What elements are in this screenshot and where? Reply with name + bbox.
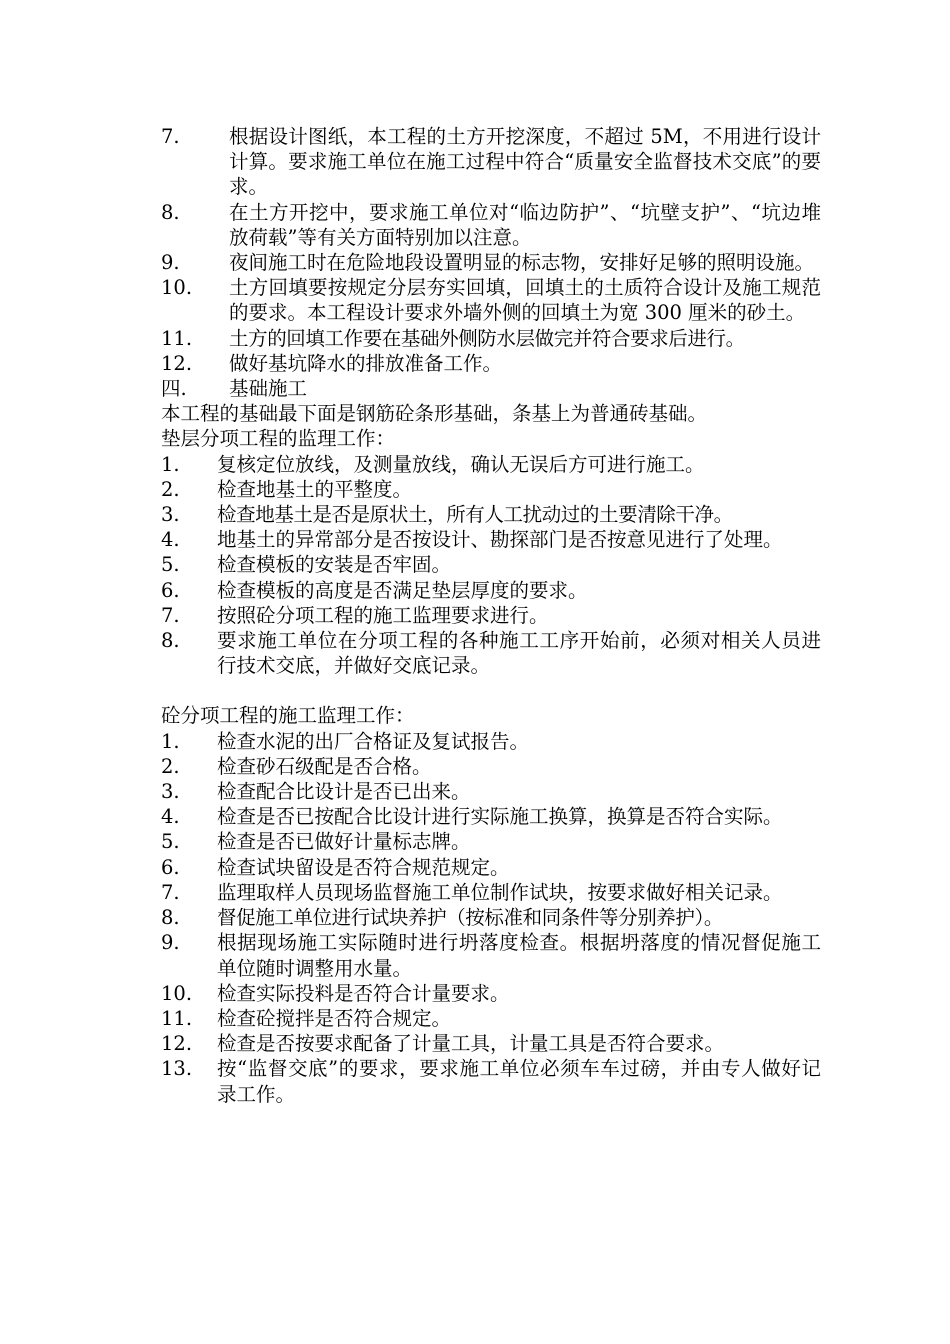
item-text: 检查是否已做好计量标志牌。 xyxy=(217,830,471,854)
item-text: 复核定位放线，及测量放线，确认无误后方可进行施工。 xyxy=(217,452,705,476)
item-number: 9. xyxy=(161,931,180,955)
list-item xyxy=(161,603,821,628)
item-text: 检查试块留设是否符合规范规定。 xyxy=(217,855,510,879)
list-item xyxy=(161,981,821,1006)
item-text: 根据现场施工实际随时进行坍落度检查。根据坍落度的情况督促施工单位随时调整用水量。 xyxy=(217,931,821,980)
list-item xyxy=(161,1056,821,1106)
item-number: 1. xyxy=(161,729,180,753)
intro-paragraph: 本工程的基础最下面是钢筋砼条形基础，条基上为普通砖基础。 xyxy=(161,402,708,426)
item-text: 检查模板的高度是否满足垫层厚度的要求。 xyxy=(217,578,588,602)
item-text: 土方的回填工作要在基础外侧防水层做完并符合要求后进行。 xyxy=(229,326,745,350)
cushion-layer-list xyxy=(161,452,821,679)
item-text: 督促施工单位进行试块养护（按标准和同条件等分别养护）。 xyxy=(217,906,723,930)
item-number: 8. xyxy=(161,629,180,653)
list-item xyxy=(161,1006,821,1031)
list-item xyxy=(161,200,821,250)
concrete-list xyxy=(161,729,821,1107)
item-text: 检查配合比设计是否已出来。 xyxy=(217,780,471,804)
list-item xyxy=(161,351,821,376)
item-number: 6. xyxy=(161,855,180,879)
list-item xyxy=(161,930,821,980)
list-item xyxy=(161,754,821,779)
list-item xyxy=(161,452,821,477)
item-number: 2. xyxy=(161,477,180,501)
list-item xyxy=(161,628,821,678)
item-number: 1. xyxy=(161,452,180,476)
item-text: 基础施工 xyxy=(229,377,308,401)
item-number: 四. xyxy=(161,377,187,401)
list-item xyxy=(161,829,821,854)
list-item xyxy=(161,502,821,527)
item-number: 7. xyxy=(161,603,180,627)
item-number: 3. xyxy=(161,503,180,527)
item-number: 11. xyxy=(161,1006,193,1030)
item-number: 9. xyxy=(161,251,180,275)
item-number: 7. xyxy=(161,880,180,904)
list-item xyxy=(161,124,821,200)
item-number: 12. xyxy=(161,351,193,375)
item-text: 检查模板的安装是否牢固。 xyxy=(217,553,452,577)
blank-line xyxy=(161,678,821,703)
earthwork-list xyxy=(161,124,821,401)
item-number: 13. xyxy=(161,1057,193,1081)
item-number: 8. xyxy=(161,200,180,224)
item-text: 检查是否已按配合比设计进行实际施工换算，换算是否符合实际。 xyxy=(217,805,783,829)
item-text: 在土方开挖中，要求施工单位对“临边防护”、“坑壁支护”、“坑边堆放荷载”等有关方面特别加以注意。 xyxy=(229,200,821,249)
list-item xyxy=(161,905,821,930)
subsection-heading: 砼分项工程的施工监理工作： xyxy=(161,704,415,728)
item-number: 5. xyxy=(161,553,180,577)
section-heading xyxy=(161,376,821,401)
item-number: 4. xyxy=(161,528,180,552)
list-item xyxy=(161,275,821,325)
item-number: 11. xyxy=(161,326,193,350)
item-number: 6. xyxy=(161,578,180,602)
item-text: 检查砼搅拌是否符合规定。 xyxy=(217,1006,452,1030)
item-number: 8. xyxy=(161,906,180,930)
item-text: 夜间施工时在危险地段设置明显的标志物，安排好足够的照明设施。 xyxy=(229,251,815,275)
item-text: 检查是否按要求配备了计量工具，计量工具是否符合要求。 xyxy=(217,1032,725,1056)
item-text: 按照砼分项工程的施工监理要求进行。 xyxy=(217,603,549,627)
item-text: 检查砂石级配是否合格。 xyxy=(217,754,432,778)
item-text: 地基土的异常部分是否按设计、勘探部门是否按意见进行了处理。 xyxy=(217,528,783,552)
item-number: 4. xyxy=(161,805,180,829)
item-text: 检查地基土的平整度。 xyxy=(217,477,413,501)
list-item xyxy=(161,1031,821,1056)
item-number: 12. xyxy=(161,1032,193,1056)
item-text: 土方回填要按规定分层夯实回填，回填土的土质符合设计及施工规范的要求。本工程设计要求外墙外侧的回填土为宽 300 厘米的砂土。 xyxy=(229,276,821,325)
list-item xyxy=(161,578,821,603)
list-item xyxy=(161,527,821,552)
list-item xyxy=(161,326,821,351)
item-text: 要求施工单位在分项工程的各种施工工序开始前，必须对相关人员进行技术交底，并做好交底记录。 xyxy=(217,629,821,678)
item-number: 3. xyxy=(161,780,180,804)
item-text: 根据设计图纸，本工程的土方开挖深度，不超过 5M，不用进行设计计算。要求施工单位在施工过程中符合“质量安全监督技术交底”的要求。 xyxy=(229,125,821,199)
item-text: 检查水泥的出厂合格证及复试报告。 xyxy=(217,729,530,753)
subsection-heading: 垫层分项工程的监理工作： xyxy=(161,427,396,451)
item-text: 监理取样人员现场监督施工单位制作试块，按要求做好相关记录。 xyxy=(217,880,783,904)
list-item xyxy=(161,804,821,829)
item-number: 2. xyxy=(161,754,180,778)
item-text: 按“监督交底”的要求，要求施工单位必须车车过磅，并由专人做好记录工作。 xyxy=(217,1057,821,1106)
list-item xyxy=(161,729,821,754)
item-text: 做好基坑降水的排放准备工作。 xyxy=(229,351,503,375)
list-item xyxy=(161,552,821,577)
list-item xyxy=(161,855,821,880)
document-body xyxy=(161,124,821,1107)
item-number: 7. xyxy=(161,125,180,148)
list-item xyxy=(161,477,821,502)
item-number: 10. xyxy=(161,276,193,300)
item-number: 5. xyxy=(161,830,180,854)
item-text: 检查地基土是否是原状土，所有人工扰动过的土要清除干净。 xyxy=(217,503,733,527)
item-text: 检查实际投料是否符合计量要求。 xyxy=(217,981,510,1005)
list-item xyxy=(161,880,821,905)
list-item xyxy=(161,250,821,275)
item-number: 10. xyxy=(161,981,193,1005)
list-item xyxy=(161,779,821,804)
